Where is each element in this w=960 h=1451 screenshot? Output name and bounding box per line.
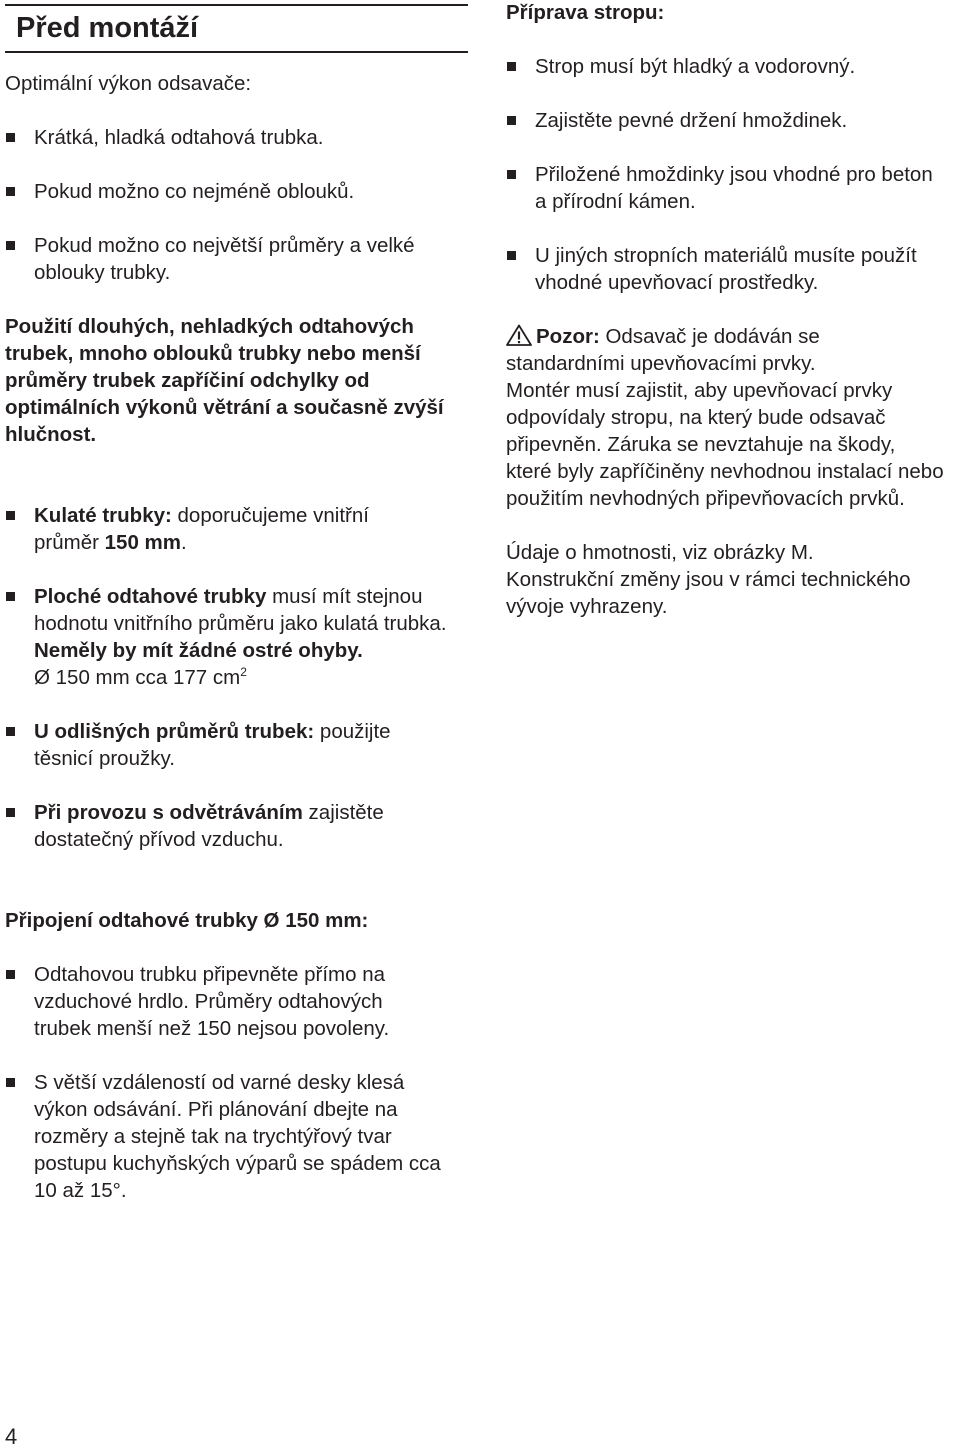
list-item: Strop musí být hladký a vodorovný. (506, 53, 960, 80)
list-item: Přiložené hmoždinky jsou vhodné pro beton a přírodní kámen. (506, 161, 935, 215)
square-bullet-icon (6, 592, 15, 601)
noise-warning-paragraph: Použití dlouhých, nehladkých odtahových trubek, mnoho oblouků trubky nebo menší průměry trubek zapříčiní odchylky od optimálních výkonů větrání a současně zvýší hlučnost. (5, 315, 444, 446)
list-item: Pokud možno co nejméně oblouků. (5, 178, 468, 205)
section-title-box (5, 4, 468, 53)
page-number: 4 (5, 1424, 18, 1449)
ceiling-list (506, 53, 960, 296)
section-title: Před montáží (16, 12, 199, 44)
intro-text: Optimální výkon odsavače: (5, 72, 252, 95)
connection-heading: Připojení odtahové trubky Ø 150 mm: (5, 909, 369, 932)
caution-note: Pozor: Odsavač je dodáván se standardními upevňovacími prvky. (506, 325, 820, 375)
square-bullet-icon (6, 970, 15, 979)
list-item: Zajistěte pevné držení hmoždinek. (506, 107, 960, 134)
square-bullet-icon (6, 133, 15, 142)
square-bullet-icon (6, 808, 15, 817)
right-column (506, 0, 960, 620)
square-bullet-icon (6, 1078, 15, 1087)
connection-item: Odtahovou trubku připevněte přímo na vzduchové hrdlo. Průměry odtahových trubek menší než 150 nejsou povoleny. (5, 961, 434, 1042)
changes-note: Konstrukční změny jsou v rámci technického vývoje vyhrazeny. (506, 568, 911, 618)
left-column (5, 0, 468, 1204)
caution-details: Montér musí zajistit, aby upevňovací prvky odpovídaly stropu, na který bude odsavač připevněn. Záruka se nevztahuje na škody, které byly zapříčiněny nevhodnou instalací nebo použitím nevhodných připevňovacích prvků. (506, 379, 944, 510)
list-item: U jiných stropních materiálů musíte použít vhodné upevňovací prostředky. (506, 242, 960, 296)
square-bullet-icon (507, 62, 516, 71)
optimal-list (5, 124, 468, 286)
square-bullet-icon (507, 116, 516, 125)
warning-triangle-icon (506, 324, 532, 346)
square-bullet-icon (507, 170, 516, 179)
caution-label: Pozor: (536, 325, 600, 348)
square-bullet-icon (6, 241, 15, 250)
different-diameter-item: U odlišných průměrů trubek: použijte těsnicí proužky. (5, 718, 434, 772)
flat-pipes-item: Ploché odtahové trubky musí mít stejnou hodnotu vnitřního průměru jako kulatá trubka. Neměly by mít žádné ostré ohyby. Ø 150 mm cca 177 $cm^2$ (5, 583, 474, 691)
square-bullet-icon (6, 187, 15, 196)
square-bullet-icon (507, 251, 516, 260)
weight-note: Údaje o hmotnosti, viz obrázky M. (506, 541, 814, 564)
ventilation-item: Při provozu s odvětráváním zajistěte dostatečný přívod vzduchu. (5, 799, 434, 853)
round-pipes-item: Kulaté trubky: doporučujeme vnitřní průměr 150 mm. (5, 502, 424, 556)
list-item: Krátká, hladká odtahová trubka. (5, 124, 468, 151)
square-bullet-icon (6, 727, 15, 736)
distance-item: S větší vzdáleností od varné desky klesá výkon odsávání. Při plánování dbejte na rozměry a stejně tak na trychtýřový tvar postupu kuchyňských výparů se spádem cca 10 až 15°. (5, 1069, 454, 1204)
pipe-dimension: Ø 150 mm cca 177 cm (34, 666, 241, 689)
list-item: Pokud možno co největší průměry a velké oblouky trubky. (5, 232, 464, 286)
ceiling-heading: Příprava stropu: (506, 1, 665, 24)
square-bullet-icon (6, 511, 15, 520)
